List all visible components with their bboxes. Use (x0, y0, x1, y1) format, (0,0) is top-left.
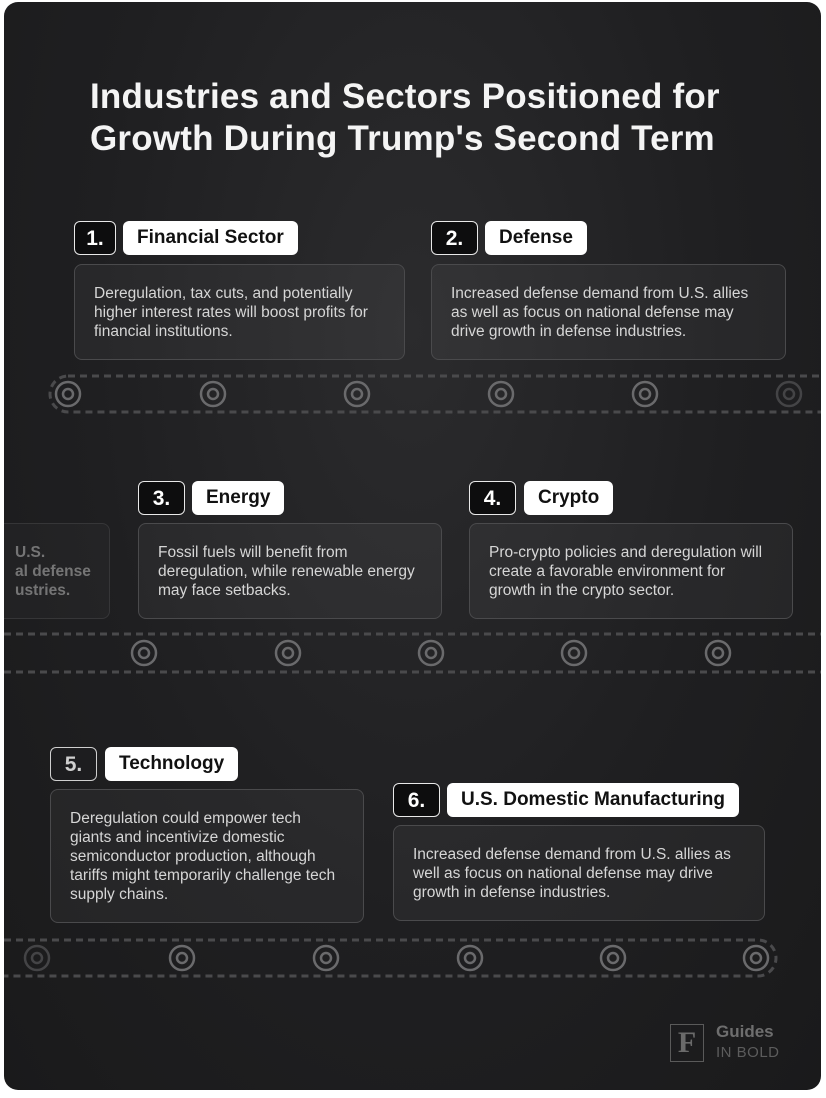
sector-description-manufacturing: Increased defense demand from U.S. allies as well as focus on national defense may drive growth in defense industries. (393, 825, 765, 921)
sector-label-crypto: Crypto (524, 481, 613, 515)
conveyor-belt-2 (4, 628, 821, 678)
sector-number-2: 2. (431, 221, 478, 255)
ghost-card: U.S. al defense ustries. (4, 523, 110, 619)
sector-description-energy: Fossil fuels will benefit from deregulation, while renewable energy may face setbacks. (138, 523, 442, 619)
sector-number-3: 3. (138, 481, 185, 515)
sector-description-crypto: Pro-crypto policies and deregulation will create a favorable environment for growth in the crypto sector. (469, 523, 793, 619)
sector-number-6: 6. (393, 783, 440, 817)
sector-number-5: 5. (50, 747, 97, 781)
page-title: Industries and Sectors Positioned for Growth During Trump's Second Term (90, 77, 720, 158)
sector-description-financial: Deregulation, tax cuts, and potentially higher interest rates will boost profits for financial institutions. (74, 264, 405, 360)
sector-number-4: 4. (469, 481, 516, 515)
conveyor-belt-3 (4, 933, 821, 983)
sector-label-energy: Energy (192, 481, 284, 515)
brand-logo-mark: F (670, 1024, 704, 1062)
brand-name-line1: Guides (716, 1022, 774, 1041)
conveyor-belt-1 (4, 369, 821, 419)
sector-number-1: 1. (74, 221, 116, 255)
sector-label-defense: Defense (485, 221, 587, 255)
sector-description-technology: Deregulation could empower tech giants and incentivize domestic semiconductor production, although tariffs might temporarily challenge tech supply chains. (50, 789, 364, 923)
infographic-card (4, 2, 821, 1090)
sector-label-technology: Technology (105, 747, 238, 781)
sector-description-defense: Increased defense demand from U.S. allies as well as focus on national defense may drive growth in defense industries. (431, 264, 786, 360)
brand-logo (670, 1022, 790, 1066)
sector-label-financial: Financial Sector (123, 221, 298, 255)
sector-label-manufacturing: U.S. Domestic Manufacturing (447, 783, 739, 817)
brand-name-line2: IN BOLD (716, 1044, 780, 1061)
